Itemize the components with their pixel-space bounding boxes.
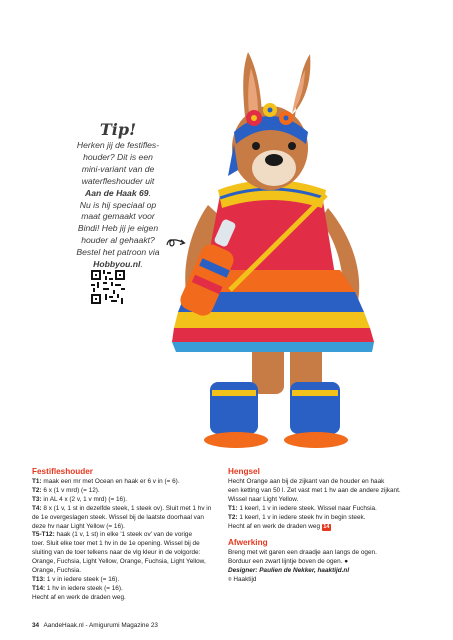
page-footer	[32, 622, 158, 629]
qr-code[interactable]	[91, 270, 125, 304]
row-instruction: deze hv naar Light Yellow (= 16).	[32, 522, 125, 530]
curly-arrow-icon	[165, 236, 187, 250]
section-title: Afwerking	[228, 538, 268, 548]
section-title: Festifleshouder	[32, 467, 93, 476]
row-instruction: sluiting van de toer telkens naar de vlg kleur in de volgorde:	[32, 549, 201, 557]
end-mark-icon: ●	[344, 558, 349, 566]
pattern-right-column	[228, 466, 428, 585]
tip-line: houder al gehaakt?	[81, 235, 155, 246]
tip-link[interactable]: Hobbyou.nl	[93, 259, 141, 270]
row-instruction: Breng met wit garen een draadje aan langs de ogen.	[228, 549, 377, 557]
row-instruction: een ketting van 50 l. Zet vast met 1 hv aan de andere zijkant.	[228, 486, 401, 494]
designer-credit[interactable]: Designer: Paulien de Nekker, haaktijd.nl	[228, 567, 350, 575]
tip-line: waterfleshouder uit	[81, 175, 155, 186]
row-instruction: Hecht Orange aan bij de zijkant van de houder en haak	[228, 478, 385, 485]
row-instruction: T5-T12: haak (1 v, 1 st) in elke '1 steek ov' van de vorige	[32, 531, 193, 539]
row-instruction: T1: maak een mr met Ocean en haak er 6 v in (= 6).	[32, 478, 180, 485]
tip-line: houder? Dit is een	[83, 151, 153, 162]
row-instruction: Hecht af en werk de draden weg 14	[228, 522, 330, 530]
section-title: Hengsel	[228, 467, 260, 476]
row-instruction: de 1e overgeslagen steek. Wissel bij de laatste doorhaal van	[32, 513, 204, 521]
row-instruction: toer. Sluit elke toer met 1 hv in de 1e opening. Wissel bij de	[32, 540, 200, 548]
page-number: 34	[32, 622, 40, 629]
tip-line: Nu is hij speciaal op	[79, 199, 157, 210]
social-handle[interactable]: ⌾ Haaktijd	[228, 576, 257, 584]
row-instruction: Orange, Fuchsia.	[32, 567, 82, 575]
pattern-left-column	[32, 466, 222, 603]
row-instruction: T1: 1 keerl, 1 v in iedere steek. Wissel naar Fuchsia.	[228, 504, 377, 512]
tip-magazine-reference: Aan de Haak 69.	[85, 187, 151, 198]
row-instruction: Borduur een zwart lijntje boven de ogen. ●	[228, 558, 349, 566]
tip-title: Tip!	[99, 120, 137, 139]
tip-line: Bindi! Heb jij je eigen	[77, 223, 159, 234]
tip-line: maat gemaakt voor	[81, 211, 155, 222]
row-instruction: T13: 1 v in iedere steek (= 16).	[32, 575, 120, 583]
row-instruction: T3: in AL 4 x (2 v, 1 v mrd) (= 16).	[32, 495, 128, 503]
row-instruction: Orange, Fuchsia, Light Yellow, Orange, Fuchsia, Light Yellow,	[32, 558, 206, 566]
row-instruction: T4: 8 x (1 v, 1 st in dezelfde steek, 1 steek ov). Sluit met 1 hv in	[32, 504, 212, 512]
tip-link-line[interactable]: Hobbyou.nl.	[93, 259, 143, 270]
row-instruction: T14: 1 hv in iedere steek (= 16).	[32, 584, 123, 592]
row-instruction: T2: 1 keerl, 1 v in iedere steek hv in begin steek.	[228, 513, 366, 521]
footer-text: AandeHaak.nl - Amigurumi Magazine 23	[43, 622, 158, 629]
tip-line: mini-variant van de	[81, 163, 155, 174]
tip-line: Herken jij de festifles-	[76, 140, 160, 150]
row-instruction: T2: 6 x (1 v mrd) (= 12).	[32, 486, 100, 494]
row-instruction: Wissel naar Light Yellow.	[228, 495, 299, 503]
instagram-icon: ⌾	[228, 577, 232, 584]
step-badge: 14	[323, 523, 330, 530]
row-instruction: Hecht af en werk de draden weg.	[32, 593, 126, 601]
tip-line: Bestel het patroon via	[76, 247, 160, 258]
